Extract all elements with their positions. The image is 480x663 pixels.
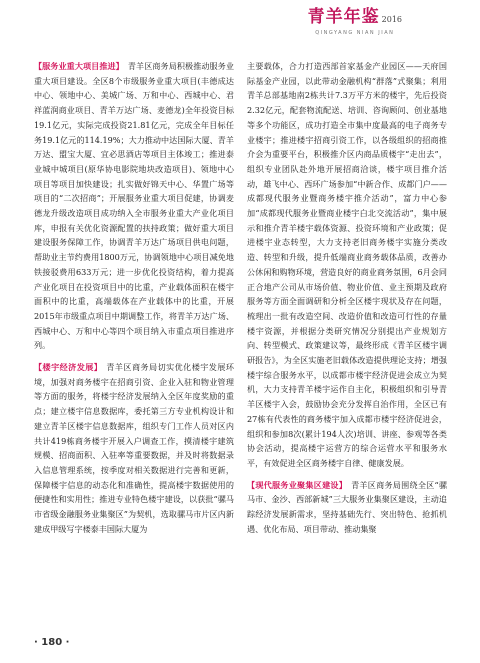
masthead-year: 2016 [381, 15, 402, 24]
section-text: 主要载体，合力打造西部首家基金产业园区——天府国际基金产业园，以此带动金融机构“群落”式聚集；利用青羊总部基地南2栋共计7.3万平方米的楼宇，先后投资2.32亿元，配套物流配送、培训、咨询顾问、创业基地等多个功能区，成功打造全市集中度最高的电子商务专业楼宇；推进楼宇招商引资工作，以各级组织的招商推介会为重要平台，积极推介区内商品质楼宇“走出去”，组织专业团队赴外地开展招商洽谈，楼宇项目推介活动，雄飞中心、西环广场参加“中新合作、成都门户——成都现代服务业暨商务楼宇推介活动”，富力中心参加“成都现代服务业暨商业楼宇白北交流活动”，集中展示和推介青羊楼宇载体资源、投资环境和产业政策；促进楼宇业态转型，大力支持老旧商务楼宇实施分类改造、转型和升级，提升低端商业商务载体品质，改善办公休闲和购物环境，营造良好的商业商务氛围，6月会同正合地产公司从市场价值、物业价值、业主预期及政府服务等方面全面调研和分析全区楼宇现状及存在问题，梳理出一批有改造空间、改造价值和改造可行性的存量楼宇资源，并根据分类研究情况分别提出产业规划方向、转型模式、政策建议等，最终形成《青羊区楼宇调研报告》，为全区实施老旧载体改造提供理论支持；增强楼宇综合服务水平，以成都市楼宇经济促进会成立为契机，大力支持青羊楼宇运作自主化，积极组织和引导青羊区楼宇入会，鼓励协会充分发挥自治作用，全区已有27栋有代表性的商务楼宇加入成都市楼宇经济促进会，组织和参加8次(累计194人次)培训、讲座、参观等各类协会活动，提高楼宇运营方的综合运营水平和服务水平，有效促进全区商务楼宇自律、健康发展。 [247, 61, 447, 468]
section-tag: 【服务业重大项目推进】 [34, 61, 124, 71]
section-tag: 【楼宇经济发展】 [34, 362, 103, 373]
section-text: 青羊区商务局围绕全区“骡马市、金沙、西部新城”三大服务业集聚区建设，主动追踪经济发展新需求，坚持基础先行、突出特色、抢抓机遇、优化布局、项目带动、推动集聚 [247, 479, 447, 534]
section-tag: 【现代服务业聚集区建设】 [247, 479, 348, 490]
masthead-subline: QINGYANG NIAN JIAN [315, 30, 395, 36]
section-service-cluster [247, 478, 447, 537]
page-number: · 180 · [34, 637, 70, 648]
masthead-name: 青羊年鉴 [307, 7, 380, 27]
section-building-economy-continued [247, 59, 447, 471]
masthead-title [308, 8, 402, 29]
section-text: 青羊区商务局切实优化楼宇发展环境，加强对商务楼宇在招商引资、企业入驻和物业管理等方面的服务，将楼宇经济发展纳入全区年度奖励的重点；建立楼宇信息数据库，委托第三方专业机构设计和建立青羊区楼宇信息数据库，组织专门工作人员对区内共计419栋商务楼宇开展入户调查工作，摸清楼宇建筑规模、招商面积、入驻率等重要数据，并及时将数据录入信息管理系统，按季度对相关数据进行完善和更新，保障楼宇信息的动态化和准确性，提高楼宇数据使用的便捷性和实用性；推进专业特色楼宇建设，以获批“骡马市省级金融服务业集聚区”为契机，选取骡马市片区内新建成甲级写字楼泰丰国际大厦为 [34, 362, 234, 534]
section-major-projects [34, 59, 234, 353]
section-text: 青羊区商务局积极推动服务业重大项目建设。全区8个市级服务业重大项目(丰德成达中心、领地中心、美城广场、万和中心、西城中心、君祥蓝润商业项目、青羊万达广场、麦德龙)全年投资目标19.1亿元，实际完成投资21.81亿元，完成全年目标任务19.1亿元的114.19%；大力推动中达国际大厦、青羊万达、盟宝大厦、宜必思酒店等项目主体竣工；推进泰业城中城项目(原华协电影院地块改造项目)、领地中心项目等项目加快建设；扎实做好锦天中心、华置广场等项目的“二次招商”；开展服务业重大项目促建，协调麦德龙升级改造项目成功纳入全市服务业重大产业化项目库，申报有关优化资源配置的扶持政策；做好重大项目建设服务保障工作，协调青羊万达广场项目供电问题，帮助业主节约费用1800万元，协调领地中心项目减免地铁接驳费用633万元；进一步优化投资结构，着力提高产业化项目在投资项目中的比重，产业载体面积在楼宇面积中的比重，高端载体在产业载体中的比重，开展2015年市级重点项目中期调整工作，将青羊万达广场、西城中心、万和中心等四个项目纳入市重点项目推进序列。 [34, 61, 234, 351]
section-building-economy [34, 360, 234, 536]
right-column [247, 59, 447, 537]
left-column [34, 59, 234, 537]
masthead-header [308, 8, 402, 36]
